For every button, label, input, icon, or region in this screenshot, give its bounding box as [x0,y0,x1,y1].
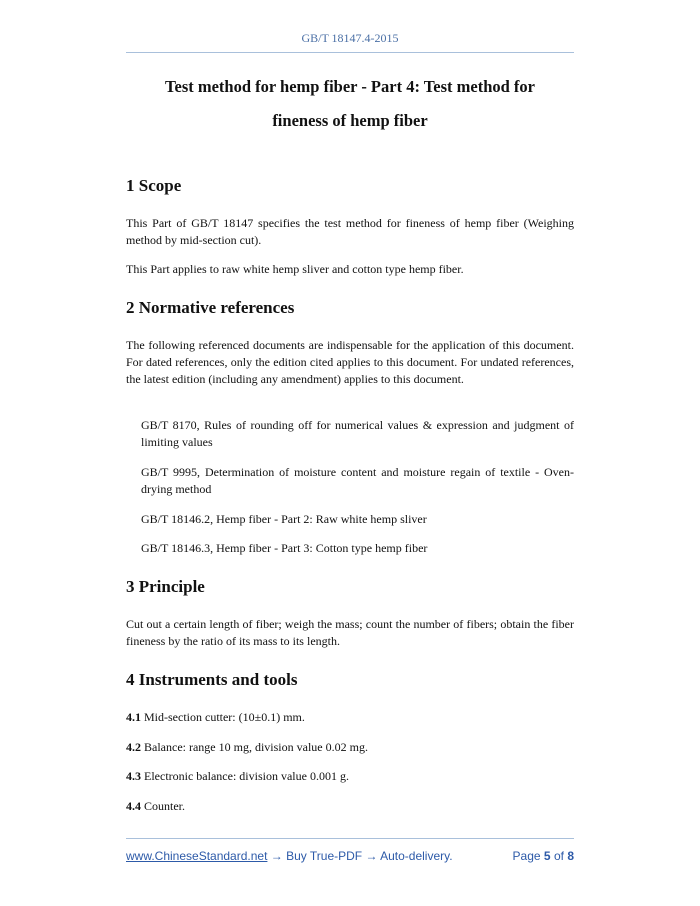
instrument-item-text: Balance: range 10 mg, division value 0.02 mg. [144,740,368,754]
chinese-standard-link[interactable]: www.ChineseStandard.net [126,849,268,863]
page-of-label: of [553,849,564,863]
standard-number-header: GB/T 18147.4-2015 [301,31,399,45]
instrument-item-number: 4.4 [126,799,141,813]
instrument-item [126,799,185,814]
total-page-number: 8 [567,849,574,863]
page-footer [126,849,574,863]
instrument-item-text: Electronic balance: division value 0.001 g. [144,769,349,783]
normative-reference-item: GB/T 9995, Determination of moisture content and moisture regain of textile - Oven-drying method [141,465,574,496]
document-title-line-2: fineness of hemp fiber [272,111,428,130]
page-indicator [513,849,574,863]
normative-reference-item: GB/T 18146.2, Hemp fiber - Part 2: Raw white hemp sliver [141,512,427,526]
document-title-line-1: Test method for hemp fiber - Part 4: Test method for [165,77,535,96]
instrument-item-number: 4.2 [126,740,141,754]
normative-intro-paragraph: The following referenced documents are indispensable for the application of this document. For dated references, only the edition cited applies to this document. For undated references, the latest edition (including any amendment) applies to this document. [126,338,574,386]
page-label: Page [512,849,541,863]
instrument-item-text: Mid-section cutter: (10±0.1) mm. [144,710,305,724]
section-heading-instruments: 4 Instruments and tools [126,670,298,689]
instrument-item-number: 4.3 [126,769,141,783]
normative-reference-item: GB/T 8170, Rules of rounding off for numerical values & expression and judgment of limiting values [141,418,574,449]
current-page-number: 5 [543,849,551,863]
instrument-item [126,710,305,725]
header-divider [126,52,574,53]
principle-paragraph: Cut out a certain length of fiber; weigh the mass; count the number of fibers; obtain the fiber fineness by the ratio of its mass to its length. [126,617,574,648]
section-heading-scope: 1 Scope [126,176,182,195]
scope-paragraph-1: This Part of GB/T 18147 specifies the test method for fineness of hemp fiber (Weighing method by mid-section cut). [126,216,574,247]
instrument-item [126,769,349,784]
footer-divider [126,838,574,839]
section-heading-principle: 3 Principle [126,577,205,596]
instrument-item-text: Counter. [144,799,185,813]
instrument-item [126,740,368,755]
footer-promo-text: → Buy True-PDF → Auto-delivery. [267,849,453,863]
instrument-item-number: 4.1 [126,710,141,724]
normative-reference-item: GB/T 18146.3, Hemp fiber - Part 3: Cotton type hemp fiber [141,541,428,555]
scope-paragraph-2: This Part applies to raw white hemp sliver and cotton type hemp fiber. [126,262,464,276]
section-heading-normative-references: 2 Normative references [126,298,295,317]
